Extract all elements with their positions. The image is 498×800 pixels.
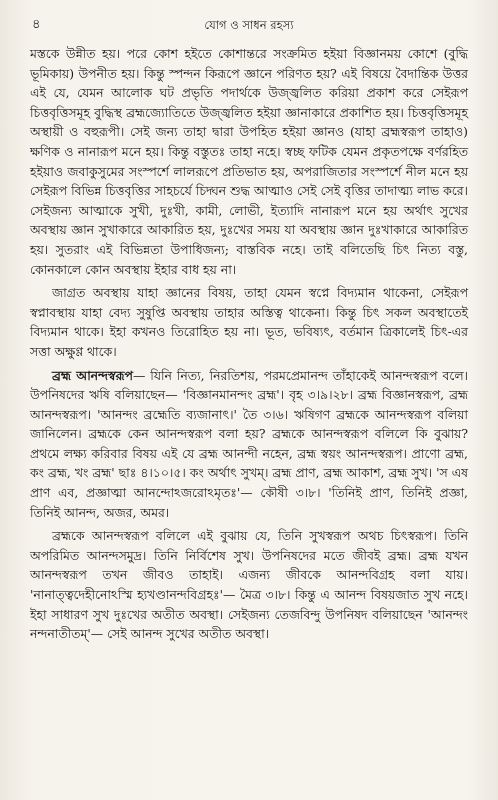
paragraph-2 <box>30 283 468 361</box>
paragraph-4 <box>30 526 468 644</box>
paragraph-text: ব্রহ্মকে আনন্দস্বরূপ বলিলে এই বুঝায় যে, তিনি সুখস্বরূপ অথচ চিৎস্বরূপ। তিনি অপরিমিত আনন্দসমুদ্র। তিনি নির্বিশেষ সুখ। উপনিষদের মতে জীবই ব্রহ্ম। ব্রহ্ম যখন আনন্দস্বরূপ তখন জীবও তাহাই। এজন্য জীবকে আনন্দবিগ্রহ বলা যায়। 'নানাত্ত্বদেহীনোঽস্মি হ্যখণ্ডানন্দবিগ্রহঃ'— মৈত্র ৩।৮। কিন্তু এ আনন্দ বিষয়জাত সুখ নহে। ইহা সাধারণ সুখ দুঃখের অতীত অবস্থা। সেইজন্য তেজবিন্দু উপনিষদ বলিয়াছেন 'আনন্দং নন্দনাতীতম্'— সেই আনন্দ সুখের অতীত অবস্থা। <box>30 528 468 642</box>
running-title: যোগ ও সাধন রহস্য <box>204 18 294 32</box>
paragraph-text: — যিনি নিত্য, নিরতিশয়, পরমপ্রেমানন্দ তাঁহাকেই আনন্দস্বরূপ বলে। উপনিষদের ঋষি বলিয়াছেন— 'বিজ্ঞানমানন্দং ব্রহ্ম'। বৃহ ৩।৯।২৮। ব্রহ্ম বিজ্ঞানস্বরূপ, ব্রহ্ম আনন্দস্বরূপ। 'আনন্দং ব্রহ্মেতি ব্যজানাৎ।' তৈ ৩।৬। ঋষিগণ ব্রহ্মকে আনন্দস্বরূপ বলিয়া জানিলেন। ব্রহ্মকে কেন আনন্দস্বরূপ বলা হয়? ব্রহ্মকে আনন্দস্বরূপ বলিলে কি বুঝায়? প্রথমে লক্ষ্য করিবার বিষয় এই যে ব্রহ্ম আনন্দী নহেন, ব্রহ্ম স্বয়ং আনন্দস্বরূপ। প্রাণো ব্রহ্ম, কং ব্রহ্ম, খং ব্রহ্ম' ছাঃ ৪।১০।৫। কং অর্থাৎ সুখম্। ব্রহ্ম প্রাণ, ব্রহ্ম আকাশ, ব্রহ্ম সুখ। 'স এষ প্রাণ এব, প্রজ্ঞাত্মা আনন্দোঽজরোঽমৃতঃ'— কৌষী ৩।৮। 'তিনিই প্রাণ, তিনিই প্রজ্ঞা, তিনিই আনন্দ, অজর, অমর। <box>30 367 468 520</box>
page-body <box>30 44 468 644</box>
page-header <box>30 14 468 36</box>
paragraph-3 <box>30 366 468 523</box>
section-term: ব্রহ্ম আনন্দস্বরূপ <box>52 367 133 383</box>
paragraph-1 <box>30 44 468 279</box>
paragraph-text: জাগ্রত অবস্থায় যাহা জ্ঞানের বিষয়, তাহা যেমন স্বপ্নে বিদ্যমান থাকেনা, সেইরূপ স্বপ্নাবস্থায় যাহা বেদ্য সুষুপ্তি অবস্থায় তাহার অস্তিত্ব থাকেনা। কিন্তু চিৎ সকল অবস্থাতেই বিদ্যমান থাকে। ইহা কখনও তিরোহিত হয় না। ভূত, ভবিষ্যৎ, বর্তমান ত্রিকালেই চিৎ-এর সত্তা অক্ষুণ্ণ থাকে। <box>30 285 468 359</box>
paragraph-text: মস্তকে উন্নীত হয়। পরে কোশ হইতে কোশান্তরে সংক্রমিত হইয়া বিজ্ঞানময় কোশে (বুদ্ধি ভূমিকায়) উপনীত হয়। কিন্তু স্পন্দন কিরূপে জ্ঞানে পরিণত হয়? এই বিষয়ে বৈদান্তিক উত্তর এই যে, যেমন আলোক ঘট প্রভৃতি পদার্থকে উজ্জ্বলিত করিয়া প্রকাশ করে সেইরূপ চিত্তবৃত্তিসমূহ বুদ্ধিস্থ ব্রহ্মজ্যোতিতে উজ্জ্বলিত হইয়া জ্ঞানাকারে প্রকাশিত হয়। চিত্তবৃত্তিসমূহ অস্থায়ী ও বহুরূপী। সেই জন্য তাহা দ্বারা উপহিত হইয়া জ্ঞানও (যাহা ব্রহ্মস্বরূপ তাহাও) ক্ষণিক ও নানারূপ মনে হয়। কিন্তু বস্তুতঃ তাহা নহে। স্বচ্ছ ফটিক যেমন প্রকৃতপক্ষে বর্ণরহিত হইয়াও জবাকুসুমের সংস্পর্শে লালরূপে প্রতিভাত হয়, অপরাজিতার সংস্পর্শে নীল মনে হয় সেইরূপ বিভিন্ন চিত্তবৃত্তির সাহচর্যে চিদ্ঘন শুদ্ধ আত্মাও সেই সেই বৃত্তির তাদাত্ম্য লাভ করে। সেইজন্য আত্মাকে সুখী, দুঃখী, কামী, লোভী, ইত্যাদি নানারূপ মনে হয় অর্থাৎ সুখের অবস্থায় জ্ঞান সুখাকারে আকারিত হয়, দুঃখের সময় যা অবস্থায় জ্ঞান দুঃখাকারে আকারিত হয়। সুতরাং এই বিভিন্নতা উপাধিজন্য; বাস্তবিক নহে। তাই বলিতেছি চিৎ নিত্য বস্তু, কোনকালে কোন অবস্থায় ইহার বাধ হয় না। <box>30 46 468 277</box>
page-number: ৪ <box>32 17 41 32</box>
